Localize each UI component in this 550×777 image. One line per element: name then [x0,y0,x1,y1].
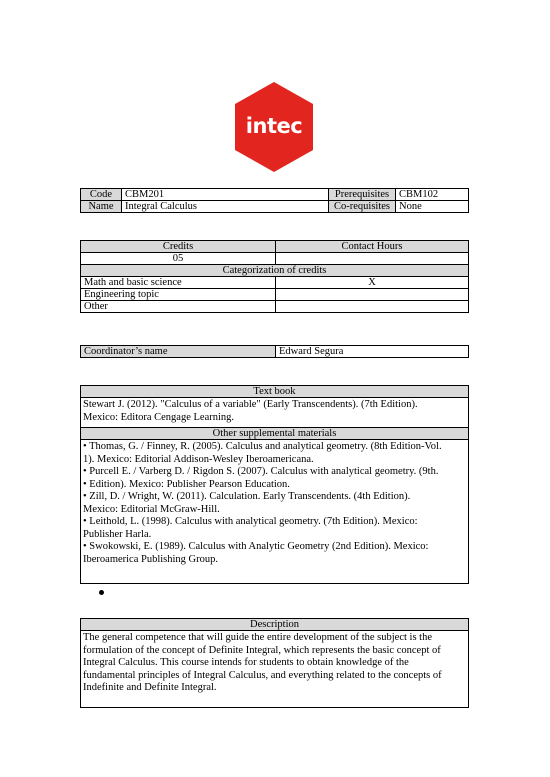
supplemental-line: • Zill, D. / Wright, W. (2011). Calculation. Early Transcendents. (4th Edition). [83,491,411,502]
credit-row [81,301,469,313]
textbook-header: Text book [81,386,469,398]
code-label: Code [81,189,122,201]
name-label: Name [81,201,122,213]
credits-value: 05 [81,253,276,265]
prerequisites-value: CBM102 [396,189,469,201]
supplemental-line: Mexico: Editorial McGraw-Hill. [83,503,220,515]
supplemental-line: • Purcell E. / Varberg D. / Rigdon S. (2007). Calculus with analytical geometry. (9th. [83,466,439,477]
description-line: fundamental principles of Integral Calculus, and everything related to the concepts of [83,669,442,681]
corequisites-value: None [396,201,469,213]
description-body [81,631,469,708]
supplemental-line: 1). Mexico: Editorial Addison-Wesley Iberoamericana. [83,453,314,465]
credits-table [80,240,469,313]
supplemental-line: • Edition). Mexico: Publisher Pearson Education. [83,478,290,490]
code-value: CBM201 [122,189,329,201]
coordinator-label: Coordinator’s name [81,346,276,358]
credit-row-label: Math and basic science [81,277,276,289]
supplemental-line: Publisher Harla. [83,528,152,540]
intec-logo [232,80,316,174]
credit-row-mark: X [276,277,469,289]
credit-row-label: Engineering topic [81,289,276,301]
credit-row-mark [276,289,469,301]
textbook-line: Mexico: Editora Cengage Learning. [83,411,235,423]
categorization-label: Categorization of credits [81,265,469,277]
credits-label: Credits [81,241,276,253]
description-table [80,618,469,708]
coordinator-table [80,345,469,358]
supplemental-header: Other supplemental materials [81,428,469,440]
credit-row [81,277,469,289]
textbook-body [81,398,469,428]
supplemental-line: • Leithold, L. (1998). Calculus with analytical geometry. (7th Edition). Mexico: [83,516,418,527]
credit-row-label: Other [81,301,276,313]
supplemental-body [81,440,469,584]
supplemental-line: Iberoamerica Publishing Group. [83,553,219,565]
description-header: Description [81,619,469,631]
empty-bullet-row [83,566,466,580]
course-info-table [80,188,469,213]
coordinator-name: Edward Segura [276,346,469,358]
description-line: Indefinite and Definite Integral. [83,682,217,693]
contact-hours-value [276,253,469,265]
supplemental-line: • Swokowski, E. (1989). Calculus with Analytic Geometry (2nd Edition). Mexico: [83,541,429,552]
description-line: The general competence that will guide the entire development of the subject is the [83,632,432,643]
description-line: formulation of the concept of Definite Integral, which represents the basic concept of [83,644,441,656]
credit-row [81,289,469,301]
logo-text: intec [245,114,303,138]
textbook-table [80,385,469,584]
corequisites-label: Co-requisites [329,201,396,213]
contact-hours-label: Contact Hours [276,241,469,253]
bullet-icon [99,590,104,595]
description-line: Integral Calculus. This course intends for students to obtain knowledge of the [83,657,409,668]
prerequisites-label: Prerequisites [329,189,396,201]
name-value: Integral Calculus [122,201,329,213]
textbook-line: Stewart J. (2012). "Calculus of a variable" (Early Transcendents). (7th Edition). [83,399,418,410]
credit-row-mark [276,301,469,313]
supplemental-line: • Thomas, G. / Finney, R. (2005). Calculus and analytical geometry. (8th Edition-Vol. [83,441,442,452]
